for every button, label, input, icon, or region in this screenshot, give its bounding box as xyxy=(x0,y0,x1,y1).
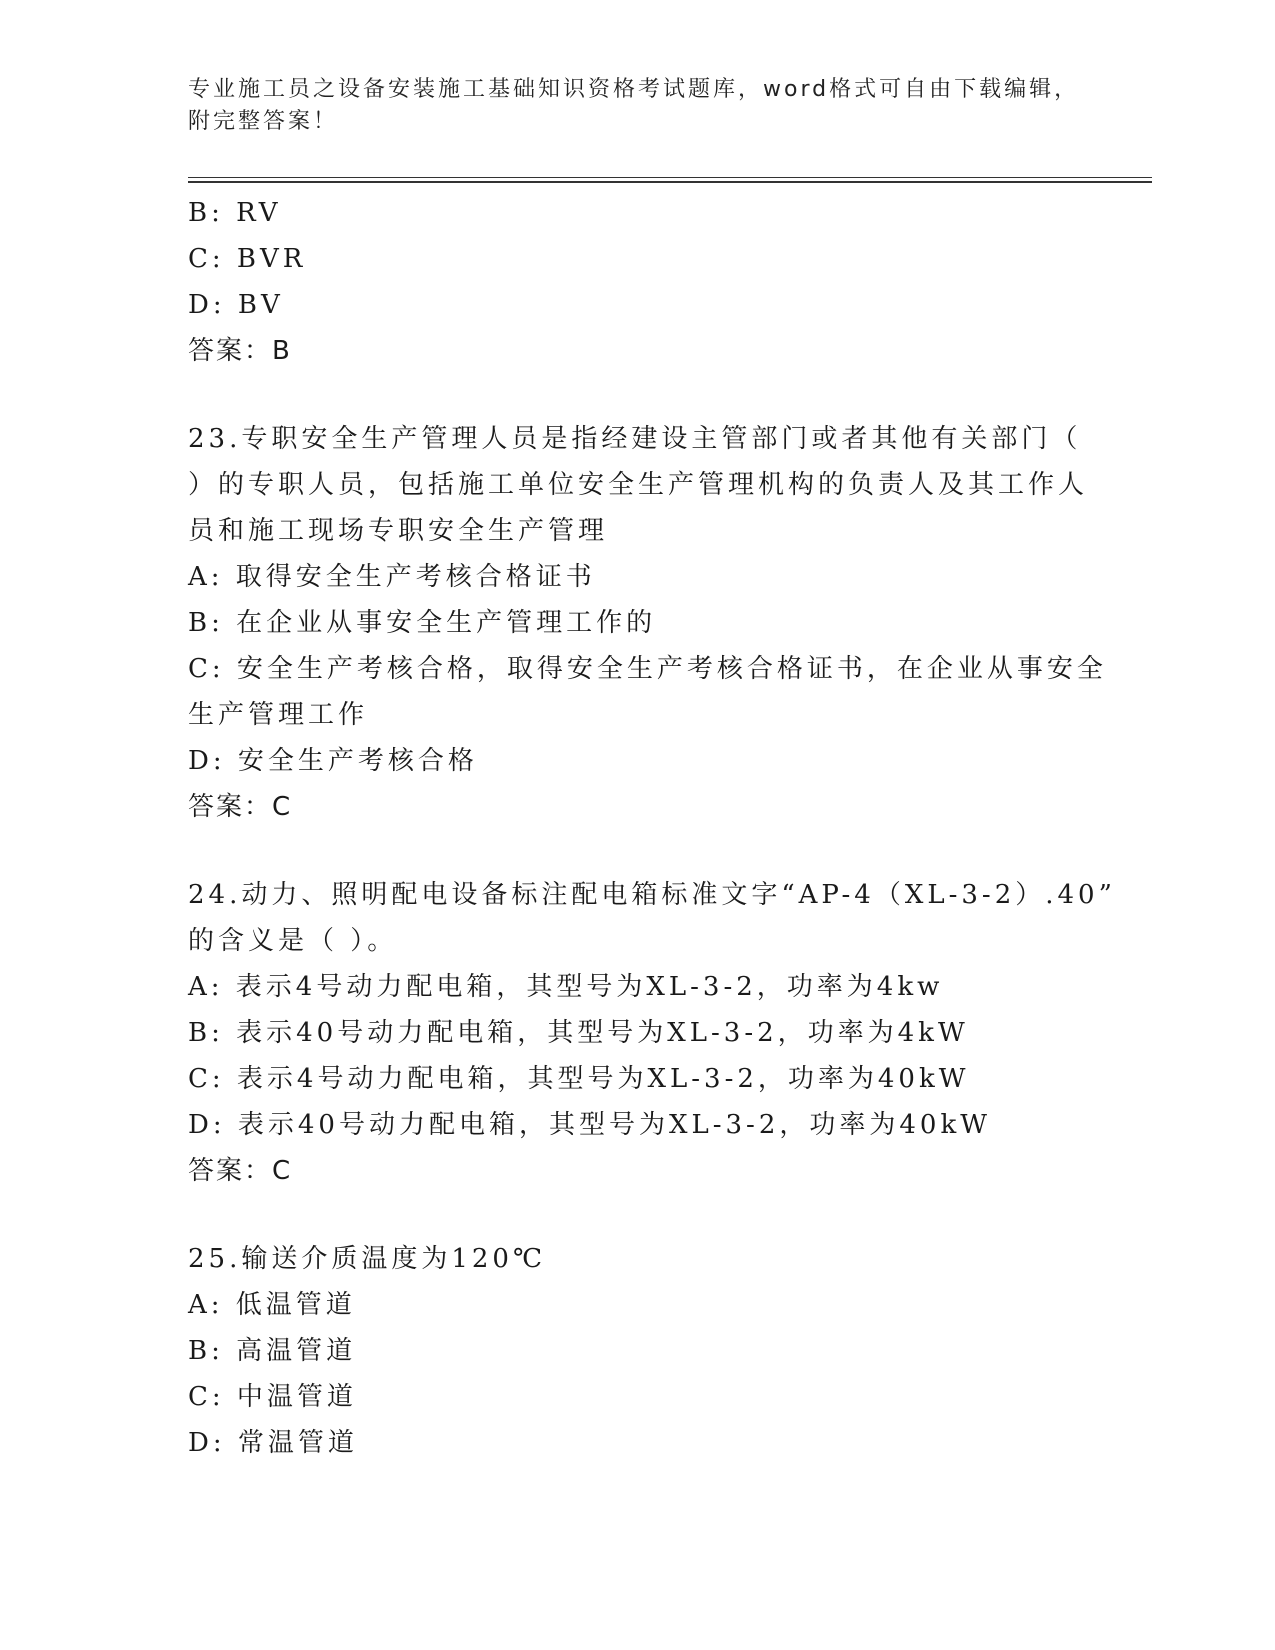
question-23 xyxy=(188,416,1107,830)
question-list xyxy=(188,190,1116,1466)
q23-answer: 答案：C xyxy=(188,792,293,822)
q23-stem-line-2: ）的专职人员，包括施工单位安全生产管理机构的负责人及其工作人 xyxy=(188,470,1089,500)
q25-option-b: B: 高温管道 xyxy=(188,1336,357,1366)
header-title-line-1: 专业施工员之设备安装施工基础知识资格考试题库，word格式可自由下载编辑， xyxy=(188,77,1080,102)
q25-option-d: D: 常温管道 xyxy=(188,1428,358,1458)
spacer xyxy=(188,1194,1088,1236)
q23-option-b: B: 在企业从事安全生产管理工作的 xyxy=(188,608,657,638)
q23-option-a: A: 取得安全生产考核合格证书 xyxy=(188,562,596,592)
q23-option-c-line-1: C: 安全生产考核合格，取得安全生产考核合格证书，在企业从事安全 xyxy=(188,654,1107,684)
header-divider-thick xyxy=(188,181,1152,183)
question-24 xyxy=(188,872,1116,1194)
q24-option-c: C: 表示4号动力配电箱，其型号为XL-3-2，功率为40kW xyxy=(188,1064,970,1094)
q22-option-b: B: RV xyxy=(188,198,282,228)
q24-option-d: D: 表示40号动力配电箱，其型号为XL-3-2，功率为40kW xyxy=(188,1110,991,1140)
q24-answer: 答案：C xyxy=(188,1156,293,1186)
q25-stem-line-1: 25.输送介质温度为120℃ xyxy=(188,1244,547,1274)
header-title-line-2: 附完整答案！ xyxy=(188,109,339,134)
page-header xyxy=(188,74,1080,138)
q24-stem-line-1: 24.动力、照明配电设备标注配电箱标准文字“AP-4（XL-3-2）.40” xyxy=(188,880,1116,910)
q23-stem-line-1: 23.专职安全生产管理人员是指经建设主管部门或者其他有关部门（ xyxy=(188,424,1082,454)
spacer xyxy=(188,374,1088,416)
header-divider-thin xyxy=(188,177,1152,178)
q23-option-c-line-2: 生产管理工作 xyxy=(188,700,369,730)
q23-stem-line-3: 员和施工现场专职安全生产管理 xyxy=(188,516,609,546)
q25-option-c: C: 中温管道 xyxy=(188,1382,357,1412)
q22-option-c: C: BVR xyxy=(188,244,307,274)
q25-option-a: A: 低温管道 xyxy=(188,1290,356,1320)
q23-option-d: D: 安全生产考核合格 xyxy=(188,746,478,776)
q22-option-d: D: BV xyxy=(188,290,284,320)
question-22-tail xyxy=(188,190,1088,374)
question-25 xyxy=(188,1236,1088,1466)
q24-option-b: B: 表示40号动力配电箱，其型号为XL-3-2，功率为4kW xyxy=(188,1018,969,1048)
spacer xyxy=(188,830,1088,872)
q22-answer: 答案：B xyxy=(188,336,292,366)
q24-option-a: A: 表示4号动力配电箱，其型号为XL-3-2，功率为4kw xyxy=(188,972,944,1002)
q24-stem-line-2: 的含义是（ ）。 xyxy=(188,926,398,956)
